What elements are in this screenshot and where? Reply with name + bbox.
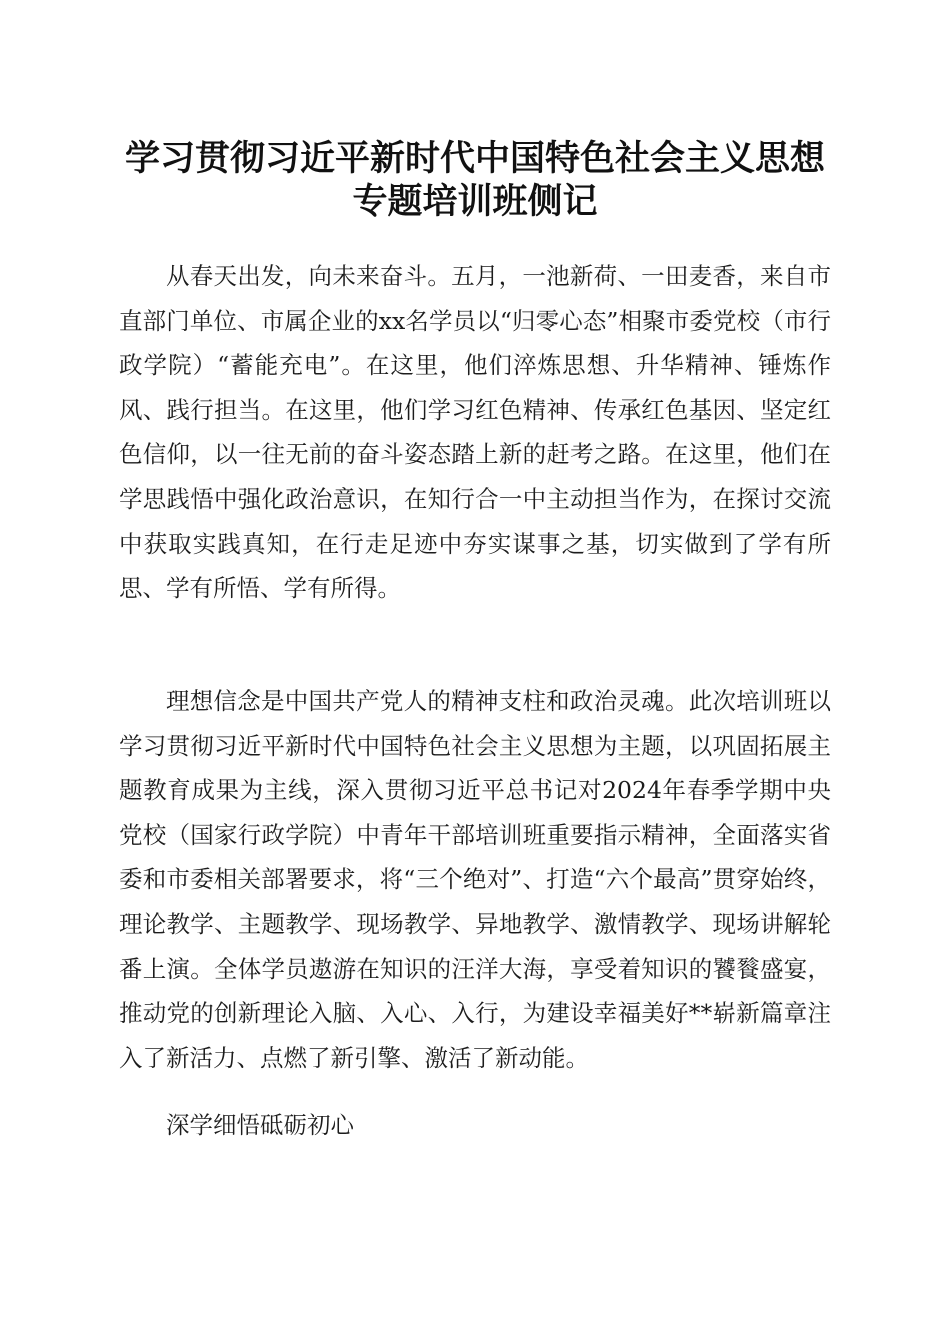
- document-title-line-1: 学习贯彻习近平新时代中国特色社会主义思想: [124, 138, 825, 179]
- section-heading: 深学细悟砥砺初心: [166, 1111, 354, 1139]
- body-paragraph-2: 理想信念是中国共产党人的精神支柱和政治灵魂。此次培训班以学习贯彻习近平新时代中国特色社会主义思想为主题，以巩固拓展主题教育成果为主线，深入贯彻习近平总书记对2024年春季学期中央党校（国家行政学院）中青年干部培训班重要指示精神，全面落实省委和市委相关部署要求，将“三个绝对”、打造“六个最高”贯穿始终，理论教学、主题教学、现场教学、异地教学、激情教学、现场讲解轮番上演。全体学员遨游在知识的汪洋大海，享受着知识的饕餮盛宴，推动党的创新理论入脑、入心、入行，为建设幸福美好**崭新篇章注入了新活力、点燃了新引擎、激活了新动能。: [119, 687, 831, 1072]
- document-title-line-2: 专题培训班侧记: [352, 181, 598, 222]
- body-paragraph-1: 从春天出发，向未来奋斗。五月，一池新荷、一田麦香，来自市直部门单位、市属企业的xx名学员以“归零心态”相聚市委党校（市行政学院）“蓄能充电”。在这里，他们淬炼思想、升华精神、锤炼作风、践行担当。在这里，他们学习红色精神、传承红色基因、坚定红色信仰，以一往无前的奋斗姿态踏上新的赶考之路。在这里，他们在学思践悟中强化政治意识，在知行合一中主动担当作为，在探讨交流中获取实践真知，在行走足迹中夯实谋事之基，切实做到了学有所思、学有所悟、学有所得。: [119, 262, 831, 603]
